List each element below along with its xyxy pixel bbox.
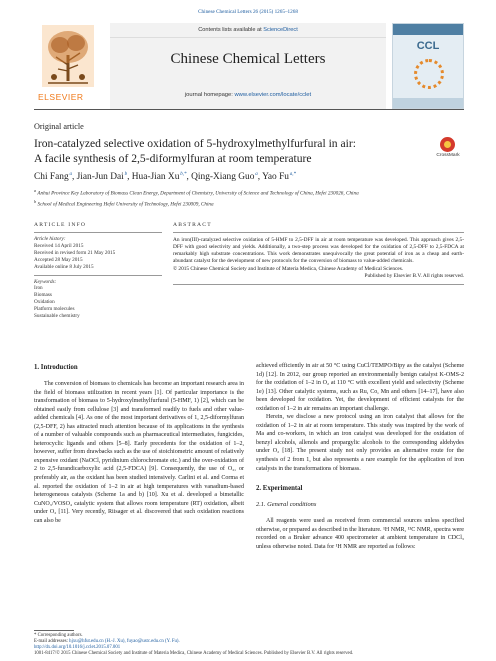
keywords-label: Keywords: [34, 278, 57, 285]
author-affiliation-mark: a [255, 172, 258, 177]
author-name: Yao Fu [262, 172, 289, 183]
homepage-prefix: journal homepage: [184, 92, 235, 98]
affiliation-mark: a [34, 188, 37, 193]
doi-link[interactable]: http://dx.doi.org/10.1016/j.cclet.2015.07.001 [34, 645, 121, 650]
keywords-block [34, 275, 162, 320]
email-label: E-mail addresses: [34, 639, 70, 645]
affiliation-text: School of Medical Engineering Hefei University of Technology, Hefei 230009, China [37, 202, 214, 209]
abstract-text: An iron(III)-catalyzed selective oxidation of 5-HMF to 2,5-DFF in air at room temperature was developed. This approach gives 2,5-DFF with good selectivity and yields. Additionally, a two-step process was developed for the oxidation of 2,5-DFF to 2,5-FDCA at remarkably high substrate concentrations. This work demonstrates unequivocally the great potential of iron as a cheap and earth-abundant catalyst for the development of new protocols for the conversion of biomass to value-added chemicals. [173, 237, 464, 264]
footnote-divider [34, 630, 74, 631]
abstract-divider [173, 284, 464, 285]
affiliation-item [34, 187, 464, 198]
email-links[interactable]: hjxu@hfut.edu.cn (H.-J. Xu), fuyao@ustc.edu.cn (Y. Fu). [69, 639, 180, 645]
masthead-center [110, 23, 386, 109]
issn-copyright-line: 1001-8417/© 2015 Chinese Chemical Society and Institute of Materia Medica, Chinese Academy of Medical Sciences. Published by Elsevier B.V. All rights reserved. [34, 651, 354, 656]
article-info-panel [34, 222, 162, 320]
abstract-heading: ABSTRACT [173, 222, 464, 233]
keyword-item: Biomass [34, 292, 52, 299]
running-head: Chinese Chemical Letters 26 (2015) 1265–1268 [198, 9, 298, 15]
article-type: Original article [34, 122, 84, 131]
journal-masthead [34, 23, 464, 110]
elsevier-tree-icon [42, 25, 94, 87]
body-column-left [34, 362, 244, 525]
author-name: Jian-Jun Dai [76, 172, 124, 183]
crossmark-label: CrossMark [436, 153, 460, 158]
introduction-paragraph-1: The conversion of biomass to chemicals has become an important research area in the field of biomass utilization in recent years [1]. Of particular importance is the transformation of biomass to 5-hydroxylmethylfurfural (5-HMF, 1) [2], which can be obtained easily from cellulose [3] and transformed readily to fuels and other value-added chemicals [4]. As one of the most important derivatives of 1, 2,5-diformylfuran (2,5-DFF, 2) has attracted much attention because of its applications in the synthesis of a number of valuable compounds such as pharmaceutical intermediates, fungicides, heterocyclic ligands and others [5–8]. Early precedents for the oxidation of 1–2, however, suffer from drawbacks such as the use of stoichiometric amount of relatively expensive oxidant (NaOCl, pyridinium chlorochromate etc.) and the over-oxidation of 2 to 2,5-furandicarboxylic acid (2,5-FDCA) [9]. Consequently, the use of O₂, or preferably air, as the oxidant has been studied intensively. Carlini et al. and Corma et al. reported the oxidation of 1–2 in air at high temperatures with vanadium-based heterogeneous catalysts (Scheme 1a and b) [10]. Xu et al. developed a bimetallic CuNO₃/VOSO₄ catalytic system that allows room temperature (RT) oxidation, albeit under O₂ [11]. Very recently, Riisager et al. discovered that such oxidation reactions can also be [34, 381, 244, 524]
contents-line [110, 27, 386, 33]
author-name: Qing-Xiang Guo [191, 172, 255, 183]
introduction-paragraph-1-continued: achieved efficiently in air at 50 °C using CuCl/TEMPO/Bipy as the catalyst (Scheme 1d) [12]. In 2012, our group reported an environmentally benign catalyst K-OMS-2 for the oxidation of 1–2 in O₂ at 110 °C with excellent yield and selectivity (Scheme 1e) [13]. Other catalytic systems, such as Ru, Co, Mn and others [14–17], have also been developed for oxidation. Yet, the development of efficient catalysts for the oxidation of 1–2 in air remains an important challenge. [256, 363, 464, 412]
keyword-item: Oxidation [34, 299, 55, 306]
author-name: Hua-Jian Xu [131, 172, 180, 183]
section-spacer [256, 473, 464, 483]
elsevier-logo [34, 23, 104, 109]
section-title-introduction: 1. Introduction [34, 364, 78, 371]
history-online: Available online 8 July 2015 [34, 263, 94, 270]
cover-bottom-bar [393, 98, 463, 108]
article-title-line-1: Iron-catalyzed selective oxidation of 5-hydroxylmethylfurfural in air: [34, 137, 356, 150]
experimental-paragraph-1: All reagents were used as received from commercial sources unless specified otherwise, or prepared as described in the literature. ¹H NMR, ¹³C NMR, spectra were recorded on a Bruker advance 400 spectrometer at ambient temperature in CDCl₃ unless otherwise noted. Data for ¹H NMR are reported as follows: [256, 518, 464, 550]
publisher-name: ELSEVIER [38, 92, 84, 102]
abstract-copyright: © 2015 Chinese Chemical Society and Institute of Materia Medica, Chinese Academy of Medical Sciences. [173, 266, 404, 272]
author-affiliation-mark: a [69, 172, 72, 177]
author-name: Chi Fang [34, 172, 69, 183]
journal-homepage [110, 92, 386, 98]
cover-logo-text: CCL [416, 40, 440, 52]
homepage-link[interactable]: www.elsevier.com/locate/cclet [234, 92, 312, 98]
masthead-rule [110, 37, 386, 38]
corresponding-author-note: * Corresponding authors. [34, 633, 83, 638]
keyword-item: Iron [34, 285, 43, 292]
author-affiliation-mark: b [124, 172, 128, 177]
affiliation-text: Anhui Province Key Laboratory of Biomass Clean Energy, Department of Chemistry, University of Science and Technology of China, Hefei 230026, China [37, 190, 359, 197]
introduction-paragraph-2: Herein, we disclose a new protocol using an iron catalyst that allows for the oxidation of 1–2 in air at room temperature. This study was inspired by the work of Ma and co-workers, in which an iron catalyst was developed for the oxidation of benzyl alcohols, allenols and propargylic alcohols to the corresponding aldehydes under O₂ [18]. The present study not only provides an alternative route for the synthesis of 2 from 1, but also represents a rare example for the application of iron catalysts in the transformations of biomass. [256, 414, 464, 472]
article-info-heading: ARTICLE INFO [34, 222, 162, 233]
author-affiliation-mark: b,* [180, 172, 187, 177]
crossmark-icon [440, 137, 455, 152]
keyword-item: Platform molecules [34, 306, 75, 313]
keyword-item: Sustainable chemistry [34, 313, 80, 320]
subsection-title-general-conditions: 2.1. General conditions [256, 501, 317, 509]
history-revised: Received in revised form 21 May 2015 [34, 249, 116, 256]
affiliation-item [34, 198, 464, 209]
author-list: Chi Fang $^a$, Jian-Jun Dai $^b$, Hua-Jian Xu $^{b,*}$, Qing-Xiang Guo $^a$, Yao Fu $^{a,*}$ [34, 172, 297, 183]
abstract-panel [173, 222, 464, 285]
sciencedirect-link[interactable]: ScienceDirect [263, 27, 298, 33]
author-affiliation-mark: a,* [289, 172, 297, 177]
article-history [34, 236, 162, 271]
article-title-line-2: A facile synthesis of 2,5-diformylfuran at room temperature [34, 151, 312, 165]
history-accepted: Accepted 28 May 2015 [34, 256, 83, 263]
body-column-right [256, 362, 464, 551]
journal-cover-thumbnail [392, 23, 464, 109]
history-label: Article history: [34, 236, 66, 242]
history-received: Received 14 April 2015 [34, 242, 84, 249]
abstract-publisher-rights: Published by Elsevier B.V. All rights reserved. [364, 273, 464, 279]
section-title-experimental: 2. Experimental [256, 485, 303, 493]
contents-prefix: Contents lists available at [198, 27, 264, 33]
article-title [34, 137, 394, 166]
cover-top-bar [393, 24, 463, 35]
cover-ring-icon [414, 59, 444, 89]
affiliation-mark: b [34, 199, 37, 205]
affiliation-list [34, 187, 464, 210]
footnotes [34, 633, 294, 645]
journal-title: Chinese Chemical Letters [170, 51, 326, 67]
crossmark-badge[interactable] [432, 137, 464, 161]
